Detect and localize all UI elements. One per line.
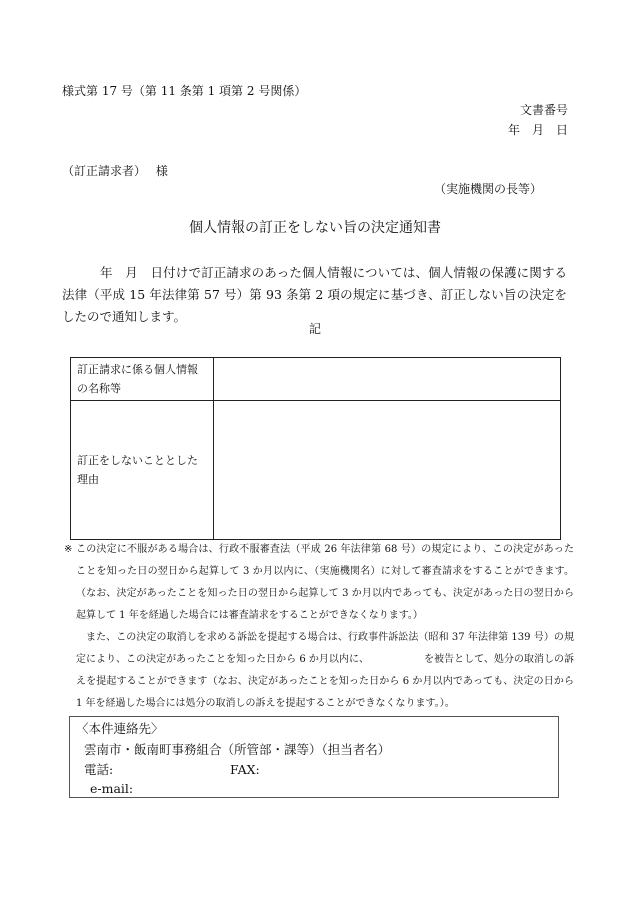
notice-note: [64, 539, 574, 715]
contact-box: [69, 716, 559, 798]
table-row: [71, 401, 561, 540]
requester-line: （訂正請求者） 様: [62, 164, 168, 178]
form-number: 様式第 17 号（第 11 条第 1 項第 2 号関係）: [62, 84, 307, 98]
body-text: 年 月 日付けで訂正請求のあった個人情報については、個人情報の保護に関する法律（平成 15 年法律第 57 号）第 93 条第 2 項の規定に基づき、訂正しない旨の決定をしたので通知します。: [62, 265, 567, 324]
document-title: 個人情報の訂正をしない旨の決定通知書: [189, 220, 441, 236]
note-mark: ※: [64, 544, 73, 555]
contact-heading: 〈本件連絡先〉: [76, 721, 164, 736]
table-row: [71, 358, 561, 401]
info-table: [70, 357, 561, 540]
row1-value: [214, 358, 561, 401]
ki-mark: 記: [308, 322, 321, 336]
note-paragraph-2: また、この決定の取消しを求める訴訟を提起する場合は、行政事件訴訟法（昭和 37 年法律第 139 号）の規定により、この決定があったことを知った日から 6 か月以内に、 を被告として、処分の取消しの訴えを提起することができます（なお、決定があったことを知った日から 6 か月以内であっても、決定の日から 1 年を経過した場合には処分の取消しの訴えを提起することができなくなります。）。: [76, 632, 574, 709]
row1-label: 訂正請求に係る個人情報の名称等: [71, 358, 214, 401]
row2-value: [214, 401, 561, 540]
contact-tel: 電話:: [84, 762, 114, 777]
agency-head: （実施機関の長等）: [433, 182, 542, 196]
contact-fax: FAX:: [230, 762, 260, 777]
contact-email: e-mail:: [90, 781, 134, 796]
note-paragraph-1: この決定に不服がある場合は、行政不服審査法（平成 26 年法律第 68 号）の規定により、この決定があったことを知った日の翌日から起算して 3 か月以内に、（実施機関名）に対して審査請求をすることができます。（なお、決定があったことを知った日の翌日から起算して 3 か月以内であっても、決定があった日の翌日から起算して 1 年を経過した場合には審査請求をすることができなくなります。）: [76, 544, 574, 621]
date-line: 年 月 日: [507, 123, 568, 137]
document-number: 文書番号: [519, 103, 568, 117]
body-paragraph: [62, 262, 567, 328]
row2-label: 訂正をしないこととした理由: [71, 401, 214, 540]
contact-organization: 雲南市・飯南町事務組合（所管部・課等）（担当者名）: [84, 742, 391, 757]
